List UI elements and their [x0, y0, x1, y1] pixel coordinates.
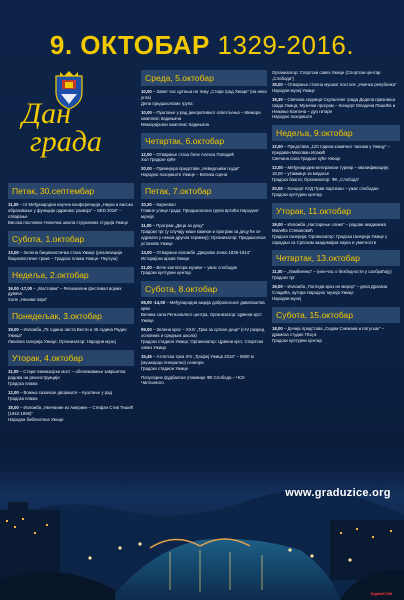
event-title: – Изложба „Настарење слике“ – радове академика Милића Стевановић: [272, 221, 387, 233]
event-title: – Свечана седница Скупштине града Додела признања града Ужица; Музички програм – Концерт Младена Пешића и Немање Кантича – дуо гитаре: [272, 96, 396, 114]
event-item: [272, 284, 400, 302]
event-item: [272, 144, 400, 162]
event-title: – Зелени крос – XXIV „Трка за српске деце“ (I-IV разред основних и средњих школа): [141, 327, 265, 338]
event-time: 13,00: [8, 249, 19, 255]
event-time: 21,00: [141, 264, 152, 270]
event-location: Меморијални комплекс Кадињача: [141, 121, 209, 127]
event-title: – Вече кантатора музике – ужас слободан: [152, 264, 238, 270]
event-time: 11,00: [141, 222, 152, 228]
logo-text-line2: града: [30, 125, 102, 158]
schedule-column-1: [8, 70, 134, 482]
event-title: – Отварање стаза беле Алекса Попадић: [152, 151, 234, 157]
footer-sponsor-logo: DigitalCOM: [370, 591, 392, 596]
event-time: 15,45: [141, 353, 152, 359]
event-item: [272, 82, 400, 94]
website-link[interactable]: www.graduzice.org: [285, 487, 391, 499]
event-item: [8, 250, 134, 262]
event-time: 12,00: [141, 151, 152, 157]
event-title: Популарне фудбалске утакмице ФК Слобода – ЧСК Чапљинско: [141, 374, 245, 386]
day-heading: Недеља, 2.октобар: [8, 267, 134, 283]
col1-days: [8, 183, 134, 422]
event-location: Свечана сала Градске куће Ужице: [272, 156, 341, 162]
event-title: – Отварање изложбе „Дворови Јенко 1835-1914“: [152, 249, 251, 255]
event-item: [141, 89, 267, 107]
event-location: Градска башта; Организатор: ФК „Слобода“: [272, 176, 360, 182]
event-location: Градски културни центар: [141, 270, 191, 276]
event-location: Холе „Ненови парк“: [8, 297, 48, 303]
event-time: 13,00: [141, 249, 152, 255]
event-location: Градски стадион Ужице: [141, 365, 188, 371]
event-title: – Завет час цртања на тему „Стари град Ужице“ (на нека угла): [141, 89, 267, 100]
day-heading: Четвртак, 6.октобар: [141, 133, 267, 149]
event-title: – Карневал: [152, 202, 176, 208]
day-heading: Субота, 8.октобар: [141, 281, 267, 297]
event-location: Градска плажа: [8, 380, 38, 386]
event-time: 12,00: [8, 389, 19, 395]
event-time: 11,00: [272, 269, 283, 275]
event-item: [141, 110, 267, 128]
event-location: Народно позориште Ужице – Велика сцена: [141, 172, 228, 178]
event-item: [141, 202, 267, 220]
event-time: 19,00: [272, 284, 283, 290]
event-location: Историјски архив Ужице: [141, 255, 190, 261]
event-item: [8, 405, 134, 423]
event-time: 18,00: [272, 326, 283, 332]
event-location: Велика сала Регионалног центра, Организатор: Црвени крст Ужице: [141, 312, 263, 324]
day-heading: Субота, 15.октобар: [272, 307, 400, 323]
event-item: [141, 152, 267, 164]
event-time: 20,00: [272, 185, 283, 191]
event-time: 16.00 -17,00: [8, 285, 33, 291]
event-location: Народна библиотека Ужице: [8, 416, 64, 422]
event-time: 18,00: [272, 81, 283, 87]
event-title: – Концерт КУД Први партизан – ужас слободан: [283, 185, 379, 191]
event-title: – Вожња сазанске двориште – пуштање у рад: [19, 389, 112, 395]
event-title: – Представа „120 година комичког часима у Ужицу“ – предавач Милован Исакић: [272, 144, 391, 156]
day-heading: Среда, 5.октобар: [141, 70, 267, 86]
event-time: 12,00: [272, 144, 283, 150]
event-title: – Стари гимназијски мост – обележавање завршетка радова на реконструкцији: [8, 369, 126, 380]
title-years: 1329-2016.: [217, 30, 355, 60]
event-item: [272, 326, 400, 344]
event-location: Хол Градске куће: [141, 157, 176, 163]
col3-continued-text: Организатор: Спортски савез Ужице (Спортски центар „Слобода“): [272, 70, 381, 81]
event-item: [141, 375, 267, 387]
event-item: [141, 354, 267, 372]
event-title: – „Ламбиенко“ – (ини-час о безбедности у саобраћају): [283, 269, 392, 275]
event-item: [141, 250, 267, 262]
event-location: Градски стадион Ужице; Организатор: Црвени крст, Спортски савез Ужица: [141, 338, 264, 350]
event-title: – Изложба „Ужичанин из Америке – Стефан Стив Тешић (1942-1996)“: [8, 404, 134, 416]
event-title: – Атлетска трка XIV „Трофеј Ужица 2016“ – 5500 м (мушкарци генерално) сениори: [141, 353, 254, 365]
event-item: [8, 390, 134, 402]
day-heading: Субота, 1.октобар: [8, 231, 134, 247]
event-location: Градски културни центар: [272, 337, 322, 343]
schedule-column-3: [272, 70, 400, 482]
event-title: – Међународна акција добровољног давалаштва крви: [141, 300, 265, 312]
logo-text-line1: Дан: [22, 97, 71, 130]
event-item: [8, 369, 134, 387]
title-date: 9. ОКТОБАР: [49, 30, 210, 60]
event-item: [8, 202, 134, 226]
event-title: – Отварање стална мушког постоле „Ужичка република“: [283, 81, 397, 87]
event-time: 11,00: [8, 369, 19, 375]
event-item: [141, 327, 267, 351]
event-item: [272, 97, 400, 121]
event-location: Градски културни центар: [272, 191, 322, 197]
event-time: 18,00: [8, 404, 19, 410]
event-location: Градски трг (у случају кише камион и програм за децу ће се одржати у неком другом термину); Организатор: Предшколска установа Ужице: [141, 228, 266, 246]
event-item: [141, 166, 267, 178]
event-location: Главне улице града; Предшколских група вртића Народног музеја: [141, 208, 259, 220]
event-title: – IX Међународна научна конференција „Наука и високо образовање у функцији одрживог развоја“ – SED 2016“ – отварање: [8, 202, 134, 219]
day-heading: Четвртак, 13.октобар: [272, 250, 400, 266]
event-title: – Премијера представе „Невидљиви људи“: [152, 166, 240, 172]
event-location: Ликовна галерија Ужице; Организатор: Народни музеј: [8, 339, 116, 345]
day-heading: Петак, 7.октобар: [141, 183, 267, 199]
event-title: – Међународни ветерански турнир – квалификације; 18,00 – утакмице за медаље: [272, 165, 390, 177]
event-item: [141, 300, 267, 324]
event-location: Градска плажа: [8, 395, 38, 401]
event-time: 19,30: [272, 96, 283, 102]
event-item: [272, 165, 400, 183]
day-heading: Уторак, 11.октобар: [272, 203, 400, 219]
day-heading: Уторак, 4.октобар: [8, 350, 134, 366]
event-time: 20,00: [141, 166, 152, 172]
event-item: [272, 222, 400, 246]
event-item: [141, 223, 267, 247]
event-title: – Изложба „75 година листа Вести и 45 година Радио Ужица“: [8, 327, 127, 339]
event-time: 10,00: [141, 89, 152, 94]
event-time: 12,00: [272, 165, 283, 171]
event-time: 19,00: [8, 327, 19, 333]
event-location: Дела предшколских група: [141, 100, 193, 106]
poster-title: [0, 30, 404, 61]
event-location: Градска галерија; Организатор: Градска галерија Ужице у сарадњи са Српском академијом наука и уметности: [272, 233, 388, 245]
event-item: [272, 269, 400, 281]
event-item: [141, 265, 267, 277]
col3-days: [272, 82, 400, 344]
event-time: 08,00 -14,00: [141, 300, 166, 306]
day-heading: Недеља, 9.октобар: [272, 125, 400, 141]
event-item: [8, 286, 134, 304]
day-heading: Петак, 30.септембар: [8, 183, 134, 199]
event-location: Народни музеј Ужице: [272, 87, 315, 93]
event-time: 10,30: [141, 202, 152, 208]
col2-days: [141, 70, 267, 386]
event-time: 10,00: [141, 109, 152, 115]
event-item: [272, 186, 400, 198]
event-title: – Изложба „Погледи кроз ин мирор“ – дела Драгана Сладића, аутора Народног музеја Ужице: [272, 284, 388, 296]
event-title: – „Мостовик“ – Регионални фестивал војних дувача: [8, 285, 122, 297]
day-heading: Понедељак, 3.октобар: [8, 308, 134, 324]
event-time: 11,00: [8, 202, 19, 207]
event-title: – Пуштање у рад декоративног осветљења – Мемори комплекс Кадињача: [141, 109, 261, 121]
day-of-city-logo: [8, 70, 134, 178]
event-location: Народни музеј: [272, 296, 302, 302]
event-item: [8, 327, 134, 345]
event-title: – Дечија представа „Седам Снежана и патуљак“ – драмска студио ГКЦ-а: [272, 326, 385, 337]
event-location: Градски трг: [272, 275, 295, 281]
event-time: 09,00: [141, 327, 152, 333]
event-location: Висока пословно-техничка школа струковних студија Ужице: [8, 219, 128, 225]
event-time: 19,00: [272, 221, 283, 227]
event-title: – Зелена бициклистичка стаза Ужице (реализација бициклистичке траке – Градска плажа Ужице- Пертуш): [8, 249, 123, 261]
schedule-column-2: [141, 70, 267, 482]
event-location: Народно позориште: [272, 114, 313, 120]
event-title: – Програм „Деца за децу“: [152, 222, 204, 228]
